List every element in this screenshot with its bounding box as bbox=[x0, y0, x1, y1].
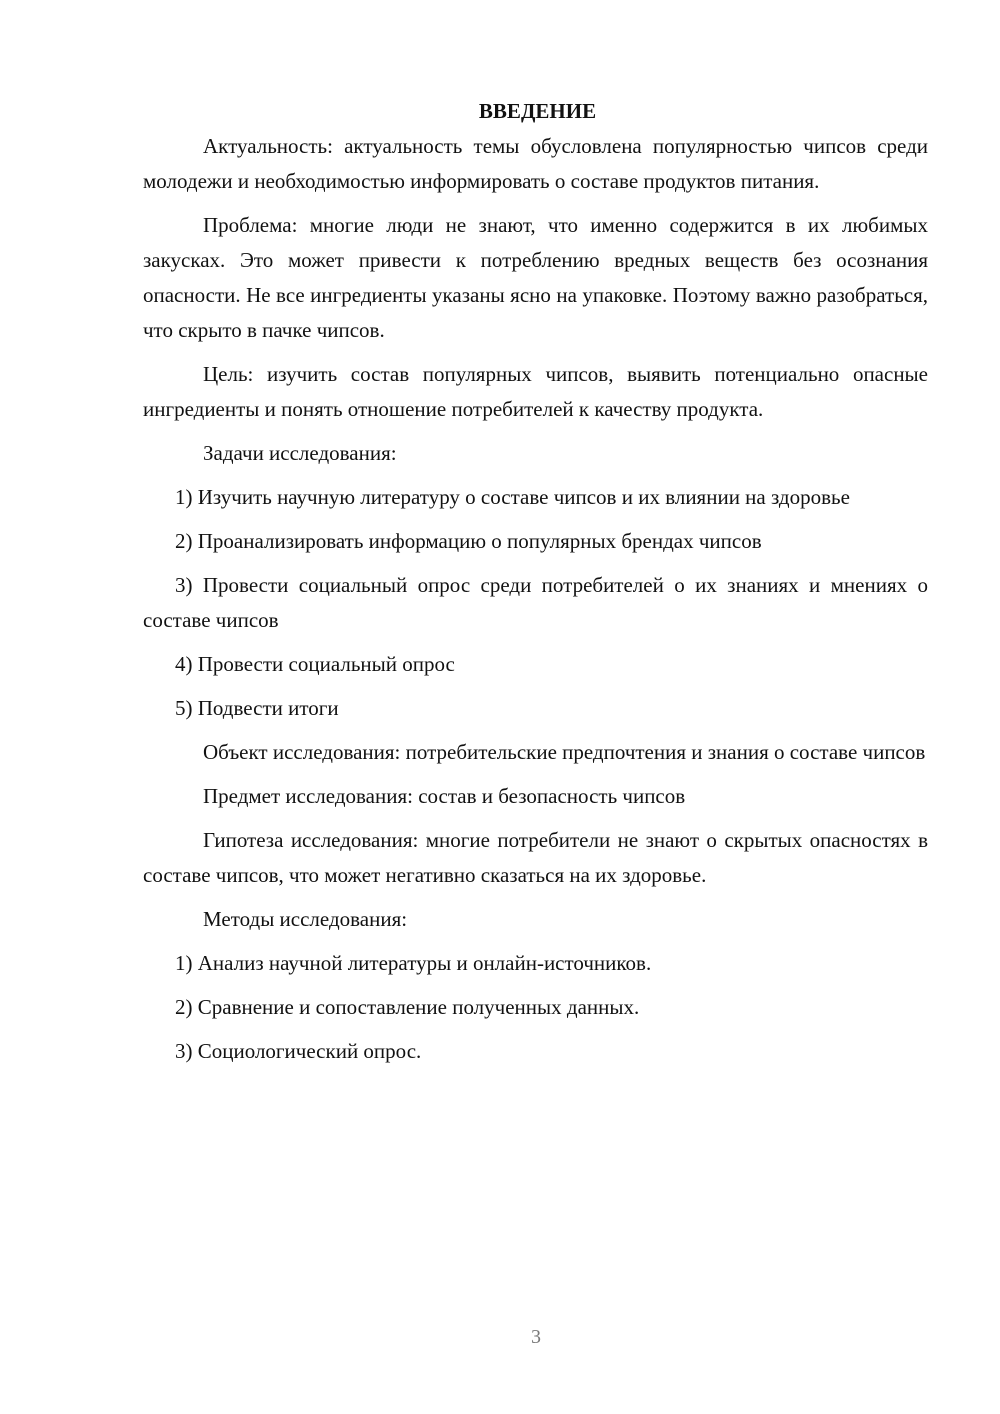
tasks-heading: Задачи исследования: bbox=[203, 441, 397, 465]
hypothesis-paragraph: Гипотеза исследования: многие потребители не знают о скрытых опасностях в составе чипсов, что может негативно сказаться на их здоровье. bbox=[143, 828, 928, 887]
goal-paragraph: Цель: изучить состав популярных чипсов, выявить потенциально опасные ингредиенты и понять отношение потребителей к качеству продукта. bbox=[143, 362, 928, 421]
problem-paragraph: Проблема: многие люди не знают, что именно содержится в их любимых закусках. Это может привести к потреблению вредных веществ без осознания опасности. Не все ингредиенты указаны ясно на упаковке. Поэтому важно разобраться, что скрыто в пачке чипсов. bbox=[143, 213, 928, 342]
method-item: 3) Социологический опрос. bbox=[175, 1039, 422, 1063]
research-object-paragraph: Объект исследования: потребительские предпочтения и знания о составе чипсов bbox=[203, 740, 926, 764]
task-item: 4) Провести социальный опрос bbox=[175, 652, 455, 676]
task-item: 3) Провести социальный опрос среди потребителей о их знаниях и мнениях о составе чипсов bbox=[143, 573, 928, 632]
section-title: ВВЕДЕНИЕ bbox=[478, 99, 597, 123]
document-body bbox=[143, 94, 928, 1078]
method-item: 2) Сравнение и сопоставление полученных данных. bbox=[175, 995, 640, 1019]
task-item: 1) Изучить научную литературу о составе чипсов и их влиянии на здоровье bbox=[175, 485, 850, 509]
page-number: 3 bbox=[531, 1326, 541, 1348]
method-item: 1) Анализ научной литературы и онлайн-источников. bbox=[175, 951, 652, 975]
research-subject-paragraph: Предмет исследования: состав и безопасность чипсов bbox=[203, 784, 686, 808]
relevance-paragraph: Актуальность: актуальность темы обусловлена популярностью чипсов среди молодежи и необходимостью информировать о составе продуктов питания. bbox=[143, 134, 928, 193]
task-item: 5) Подвести итоги bbox=[175, 696, 339, 720]
task-item: 2) Проанализировать информацию о популярных брендах чипсов bbox=[175, 529, 762, 553]
methods-heading: Методы исследования: bbox=[203, 907, 408, 931]
